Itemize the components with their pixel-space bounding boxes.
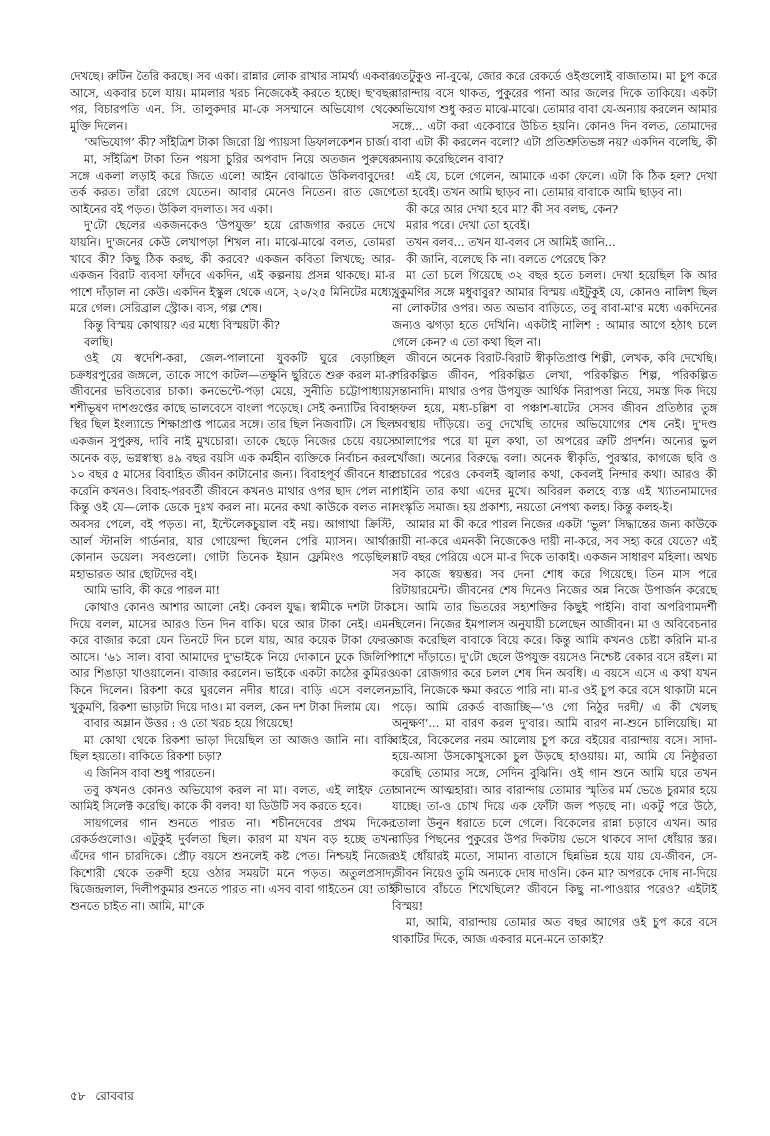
paragraph: মরার পরে। দেখা তো হবেই। <box>406 218 531 233</box>
right-column <box>392 68 717 947</box>
paragraph: জীবনে অনেক বিরাট-বিরাট স্বীকৃতিপ্রাপ্ত শিল্পী, লেখক, কবি দেখেছি। পরিকল্পিত জীবন, পরিকল্পিত লেখা, পরিকল্পিত শিল্প, পরিকল্পিত সন্তানাদি। মাথার ওপর উপযুক্ত আর্থিক নিরাপত্তা নিয়ে, সমস্ত দিক দিয়ে সফল হয়ে, মধ্য-চল্লিশ বা পঞ্চাশ-ষাটের সেসব জীবন প্রতিষ্ঠার তুঙ্গ অবস্থায় দাঁড়িয়ে। তবু দেখেছি তাদের অভিযোগের শেষ নেই। দু'দণ্ড আলাপের পরে যা মূল কথা, তা অপরের ত্রুটি প্রদর্শন। অন্যের ভুল খোঁজা। অন্যের বিরুদ্ধে বলা। অনেক স্বীকৃতি, পুরস্কার, কাগজে ছবি ও প্রচারের পরেও কেবলই জ্বালার কথা, কেবলই নিন্দার কথা। আরও কী পাইনি তার কথা এদের মুখে। অবিরল কলহে ব্যস্ত এই খ্যাতনামাদের সংস্কৃতি সমাজ। হয় প্রকাশ্য, নয়তো নেপথ্য কলহ। কিন্তু কলহ-ই। <box>392 351 717 515</box>
paragraph: আমার মা কী করে পারল নিজের একটা ‘ভুল’ সিদ্ধান্তের জন্য কাউকে দায়ী না-করে এমনকী নিজেকেও দায়ী না-করে, সব সহ্য করে যেতে? এই ষাট বছর পেরিয়ে এসে মা-র দিকে তাকাই। একজন সাধারণ মহিলা। অথচ সব কাজে স্বয়ম্ভর। সব দেনা শোধ করে গিয়েছে। তিন মাস পরে রিটায়ারমেন্ট। জীবনের শেষ দিনেও নিজের অন্ন নিজে উপার্জন করেছে সে। আমি তার ভিতরের সহ্যশক্তির কিছুই পাইনি। বাবা অপরিণামদর্শী ছিলেন। নিজের ইমপালস অনুযায়ী চলেছেন আজীবন। মা ও অবিবেচনার কাজ করেছিল বাবাকে বিয়ে করে। কিন্তু আমি কখনও চেষ্টা করিনি মা-র পাশে দাঁড়াতে। দু'টো ছেলে উপযুক্ত বয়সেও নিশ্চেষ্ট বেকার বসে রইল। মা একা রোজগার করে চলল শেষ দিন অবধি। এ বয়সে এসে এ কথা যখন ভাবি, নিজেকে ক্ষমা করতে পারি না। মা-র ওই চুপ করে বসে থাকাটা মনে পড়ে। আমি রেকর্ড বাজাচ্ছি—‘ও গো নিঠুর দরদী/ এ কী খেলছ অনুক্ষণ’... মা বারণ করল দু'বার। আমি বারণ না-শুনে চালিয়েছি। মা বাইরে, বিকেলের নরম আলোয় চুপ করে বইয়ের বারান্দায় বসে। সাদা-হয়ে-আসা উসকোখুসকো চুল উড়ছে হাওয়ায়। মা, আমি যে নিষ্ঠুরতা করেছি তোমার সঙ্গে, সেদিন বুঝিনি। ওই গান শুনে আমি ঘরে তখন আনন্দে আত্মহারা। আর বারান্দায় তোমার স্মৃতির মর্ম ভেঙে চুরমার হয়ে যাচ্ছে। তা-ও চোখ দিয়ে এক ফোঁটা জল পড়ছে না। একটু পরে উঠে, তোলা উনুন ধরাতে চলে গেলে। বিকেলের রান্না চড়াবে এখন। আর বাড়ির পিছনের পুকুরের উপর দিকটায় ভেসে থাকবে সাদা ধোঁয়ার স্তর। ওই ধোঁয়ারই মতো, সামান্য বাতাসে ছিন্নভিন্ন হয়ে যায় যে-জীবন, সে-জীবন নিয়েও তুমি অন্যকে দোষ দাওনি। কেন মা? অপরকে দোষ না-দিয়ে কীভাবে বাঁচতে শিখেছিলে? জীবনে কিছু না-পাওয়ার পরেও? এইটাই বিস্ময়! <box>392 517 717 913</box>
left-column <box>70 68 395 914</box>
paragraph: তখন বলব... তখন যা-বলব সে আমিই জানি... <box>406 234 616 249</box>
paragraph: কী করে আর দেখা হবে মা? কী সব বলছ, কেন? <box>406 201 619 216</box>
paragraph: কিন্তু বিস্ময় কোথায়? এর মধ্যে বিস্ময়টা কী? <box>84 317 280 332</box>
paragraph: দু'টো ছেলের একজনকেও ‘উপযুক্ত’ হয়ে রোজগার করতে দেখে যায়নি। দু'জনের কেউ লেখাপড়া শিখল না। মাঝে-মাঝে বলত, তোমরা খাবে কী? কিছু ঠিক করছ, কী করবে? একজন কবিতা লিখছে; আর-একজন বিরাট ব্যবসা ফাঁদবে একদিন, এই কল্পনায় প্রসন্ন থাকছে। মা-র পাশে দাঁড়াল না কেউ। একদিন ইস্কুল থেকে এসে, ২০/২৫ মিনিটের মধ্যে, মরে গেল। সেরিব্রাল স্ট্রোক। ব্যস, গল্প শেষ। <box>70 218 395 316</box>
paragraph: মা, সাঁইত্রিশ টাকা তিন পয়সা চুরির অপবাদ নিয়ে অতজন পুরুষের সঙ্গে একলা লড়াই করে জিতে এলে! আইন বোঝাতে উকিলবাবুদের! তর্ক করত। তাঁরা রেগে যেতেন। আবার মেনেও নিতেন। রাত জেগে আইনের বই পড়ত। উকিল বদলাত। সব একা। <box>70 151 395 216</box>
paragraph: ওই যে স্বদেশি-করা, জেল-পালানো যুবকটি ঘুরে বেড়াচ্ছিল চক্রধরপুরের জঙ্গলে, তাকে সাপে কাটল—তক্ষুনি ছুরিতে শুরু করল মা-র জীবনের ভবিতব্যের চাকা। কনভেন্টে-পড়া মেয়ে, সুনীতি চট্টোপাধ্যায়, শশীভূষণ দাশগুপ্তের কাছে ভালবেসে বাংলা পড়েছে। সেই কন্যাটির বিবাহ স্থির ছিল ইংল্যান্ডে শিক্ষাপ্রাপ্ত পাত্রের সঙ্গে। তার ছিল নিজবাটি। সে ছিল একজন সুপুরুষ, দাবি নাই মুখচোরা। তাকে ছেড়ে নিজের চেয়ে বয়সে অনেক বড়, ভগ্নস্বাস্থ্য ৪৯ বছর বয়সি এক কর্মহীন ব্যক্তিকে নির্বাচন করল ১০ বছর ৫ মাসের বিবাহিত জীবন কাটানোর জন্য। বিবাহপূর্ব জীবনে ধার করেনি কখনও। বিবাহ-পরবর্তী জীবনে কখনও মাথার ওপর ছাদ পেল না। কিন্তু ওই যে—লোক ডেকে দুঃখ করল না। মনের কথা কাউকে বলত না। অবসর পেলে, বই পড়ত। না, ইন্টেলেকচুয়াল বই নয়। আগাথা ক্রিস্টি, আর্ল স্টানলি গার্ডনার, যার গোয়েন্দা ছিলেন পেরি ম্যাসন। আর্থার কোনান ডয়েল। সবগুলো। গোটা তিনেক ইয়ান ফ্লেমিংও পড়েছিল। মহাভারত আর ছোটদের বই। <box>70 351 395 581</box>
page-number: ৫৮ <box>70 1089 86 1103</box>
page-footer <box>70 1088 140 1108</box>
paragraph: ‘অভিযোগ’ কী? সাঁইত্রিশ টাকা জিরো থ্রি প্যায়সা ডিফালকেশন চার্জ। <box>84 135 390 150</box>
paragraph: বাবার অম্লান উত্তর : ও তো খরচ হয়ে গিয়েছে! <box>84 716 294 731</box>
paragraph: দেখছে। রুটিন তৈরি করছে। সব একা। রান্নার লোক রাখার সামর্থ্য একবার আসে, একবার চলে যায়। মামলার খরচ নিজেকেই করতে হচ্ছে। ছ'বছর পর, বিচারপতি এন. সি. তালুকদার মা-কে সসম্মানে অভিযোগ থেকে মুক্তি দিলেন। <box>70 69 395 133</box>
paragraph: মা তো চলে গিয়েছে ৩২ বছর হতে চলল। দেখা হয়েছিল কি আর খুকুমণির সঙ্গে মধুবাবুর? আমার বিস্ময় এইটুকুই যে, কোনও নালিশ ছিল না লোকটার ওপর। অত অভাব বাড়িতে, তবু বাবা-মা'র মধ্যে একদিনের জন্যও ঝগড়া হতে দেখিনি। একটাই নালিশ : আমার আগে হঠাৎ চলে গেলে কেন? এ তো কথা ছিল না। <box>392 268 717 349</box>
paragraph: তবু কখনও কোনও অভিযোগ করল না মা। বলত, এই লাইফ তো আমিই সিলেক্ট করেছি। কাকে কী বলব! যা ডিউটি সব করতে হবে। <box>70 782 395 814</box>
paragraph: এ জিনিস বাবা শুধু পারতেন। <box>84 765 215 780</box>
paragraph: বলছি। <box>84 334 114 349</box>
paragraph: মা কোথা থেকে রিকশা ভাড়া দিয়েছিল তা আজও জানি না। বাকি ছিল হয়তো। বাকিতে রিকশা চড়া? <box>70 732 395 764</box>
paragraph: সায়গলের গান শুনতে পারত না। শচীনদেবের প্রথম দিকের রেকর্ডগুলোও। এটুকুই দুর্বলতা ছিল। কারণ মা যখন বড় হচ্ছে তখন এঁদের গান চারদিকে। প্রৌঢ় বয়সে শুনলেই কষ্ট পেত। নিশ্চয়ই নিজের কিশোরী থেকে তরুণী হয়ে ওঠার সময়টা মনে পড়ত। অতুলপ্রসাদ, দ্বিজেন্দ্রলাল, দিলীপকুমার শুনতে পারত না। এসব বাবা গাইতেন যে! তাই শুনতে চাইত না। আমি, মা'কে <box>70 815 395 913</box>
paragraph: কী জানি, বলেছে কি না। বলতে পেরেছে কি? <box>406 251 606 266</box>
magazine-name: রোববার <box>95 1089 134 1103</box>
paragraph: মা, আমি, বারান্দায় তোমার অত বছর আগের ওই চুপ করে বসে থাকাটির দিকে, আজ একবার মনে-মনে তাকাই? <box>392 915 717 946</box>
paragraph: এই যে, চলে গেলেন, আমাকে একা ফেলে। এটা কি ঠিক হল? দেখা তো হবেই। তখন আমি ছাড়ব না। তোমার বাবাকে আমি ছাড়ব না। <box>392 168 717 200</box>
paragraph: আমি ভাবি, কী করে পারল মা! <box>84 583 221 598</box>
paragraph: কোথাও কোনও আশার আলো নেই। কেবল যুদ্ধ। স্বামীকে দশটা টাকা দিয়ে বলল, মাসের আরও তিন দিন বাকি। ঘরে আর টাকা নেই। এমন করে বাজার করো যেন তিনটে দিন চলে যায়, আর কয়েক টাকা ফেরত আসে। '৬১ সাল। বাবা আমাদের দু'ভাইকে নিয়ে দোকানে ঢুকে জিলিপি আর শিঙাড়া খাওয়ালেন। বাজার করলেন। ভাইকে একটা কাঠের কুমিরও কিনে দিলেন। রিকশা করে ঘুরলেন নদীর ধারে। বাড়ি এসে বললেন, খুকুমণি, রিকশা ভাড়াটা দিয়ে দাও। মা বলল, কেন দশ টাকা দিলাম যে। <box>70 600 395 714</box>
paragraph: এতটুকুও না-বুঝে, জোর করে রেকর্ডে ওইগুলোই বাজাতাম। মা চুপ করে বারান্দায় বসে থাকত, পুকুরের পানা আর জলের দিকে তাকিয়ে। একটা অভিযোগ শুধু করত মাঝে-মাঝে। তোমার বাবা যে-অন্যায় করলেন আমার সঙ্গে... এটা করা একেবারে উচিত হয়নি। কোনও দিন বলত, তোমাদের বাবা এটা কী করলেন বলো? এটা প্রতিশ্রুতিভঙ্গ নয়? একদিন বলেছি, কী অন্যায় করেছিলেন বাবা? <box>392 69 717 166</box>
